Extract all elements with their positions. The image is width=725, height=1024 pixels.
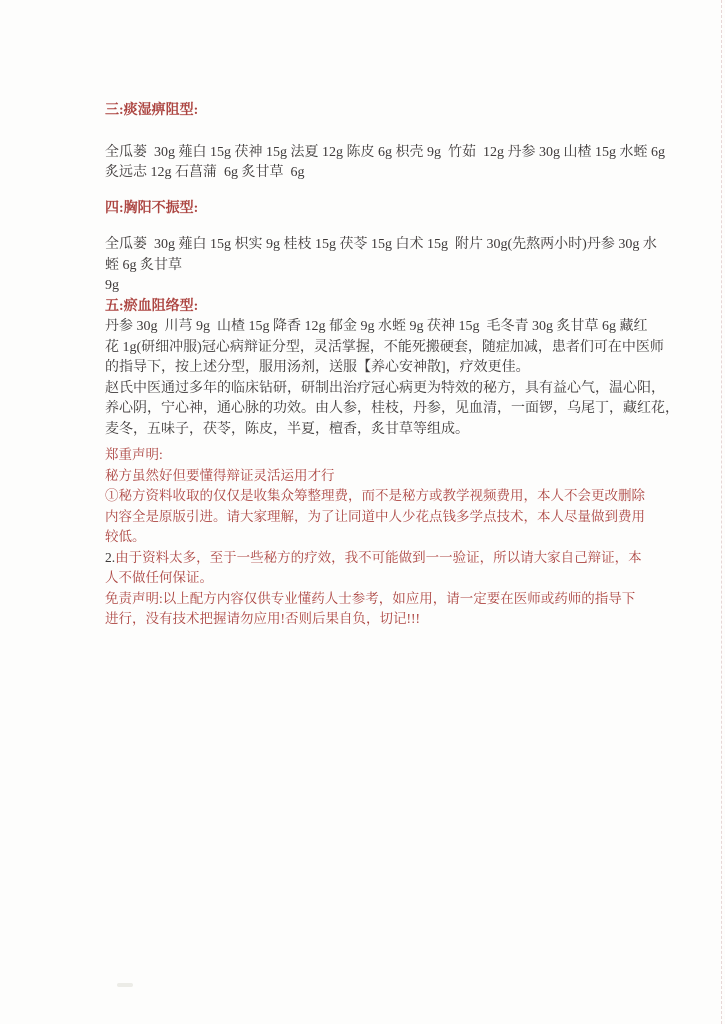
section-5-heading: 五:瘀血阻络型: bbox=[105, 298, 199, 314]
statement-caveat: 秘方虽然好但要懂得辩证灵活运用才行 bbox=[105, 467, 335, 483]
statement-title: 郑重声明: bbox=[105, 447, 163, 462]
recipe-line: 9g bbox=[105, 278, 119, 293]
statement-item-2-line: 人不做任何保证。 bbox=[105, 570, 213, 585]
recipe-line: 蛭 6g 炙甘草 bbox=[105, 257, 182, 273]
recipe-line: 全瓜蒌 30g 薤白 15g 茯神 15g 法夏 12g 陈皮 6g 枳壳 9g 竹茹 12g 丹参 30g 山楂 15g 水蛭 6g bbox=[105, 144, 665, 160]
recipe-line: 炙远志 12g 石菖蒲 6g 炙甘草 6g bbox=[105, 165, 305, 180]
statement-item-2-line bbox=[105, 548, 665, 569]
section-3-recipe bbox=[105, 143, 665, 184]
smudge-artifact bbox=[117, 983, 133, 987]
recipe-line: 花 1g(研细冲服)冠心病辩证分型，灵活掌握，不能死搬硬套，随症加减，患者们可在中医师 bbox=[105, 339, 664, 355]
recipe-line: 的指导下，按上述分型，服用汤剂，送服【养心安神散]，疗效更佳。 bbox=[105, 360, 530, 375]
recipe-line: 丹参 30g 川芎 9g 山楂 15g 降香 12g 郁金 9g 水蛭 9g 茯神 15g 毛冬青 30g 炙甘草 6g 藏红 bbox=[105, 319, 648, 334]
section-3-heading: 三:痰湿痹阻型: bbox=[105, 103, 199, 118]
statement-item-2-number: 2. bbox=[105, 549, 116, 565]
statement-disclaimer-line: 免责声明:以上配方内容仅供专业懂药人士参考，如应用，请一定要在医师或药师的指导下 bbox=[105, 590, 636, 606]
recipe-line: 全瓜蒌 30g 薤白 15g 枳实 9g 桂枝 15g 茯苓 15g 白术 15g 附片 30g(先熬两小时)丹参 30g 水 bbox=[105, 237, 657, 252]
recipe-line: 养心阴，宁心神，通心脉的功效。由人参，桂枝，丹参，见血清，一面锣，乌尾丁，藏红花， bbox=[105, 401, 679, 416]
page-edge-dashed-border bbox=[721, 0, 722, 1024]
recipe-line: 赵氏中医通过多年的临床钻研，研制出治疗冠心病更为特效的秘方，具有益心气，温心阳， bbox=[105, 380, 665, 396]
statement-item-1-line: 内容全是原版引进。请大家理解，为了让同道中人少花点钱多学点技术，本人尽量做到费用 bbox=[105, 508, 645, 524]
section-4-recipe bbox=[105, 235, 665, 297]
statement-item-1-line: 较低。 bbox=[105, 529, 146, 544]
section-5-recipe bbox=[105, 317, 679, 440]
statement-block bbox=[105, 445, 665, 630]
document-content bbox=[105, 101, 679, 630]
statement-item-2-text: 由于资料太多，至于一些秘方的疗效，我不可能做到一一验证，所以请大家自己辩证，本 bbox=[115, 549, 642, 565]
recipe-line: 麦冬，五味子，茯苓，陈皮，半夏，檀香，炙甘草等组成。 bbox=[105, 421, 469, 437]
statement-item-1-line: ①秘方资料收取的仅仅是收集众筹整理费，而不是秘方或教学视频费用，本人不会更改删除 bbox=[105, 488, 645, 503]
section-4-heading: 四:胸阳不振型: bbox=[105, 200, 199, 216]
statement-disclaimer-line: 进行，没有技术把握请勿应用!否则后果自负，切记!!! bbox=[105, 611, 420, 626]
